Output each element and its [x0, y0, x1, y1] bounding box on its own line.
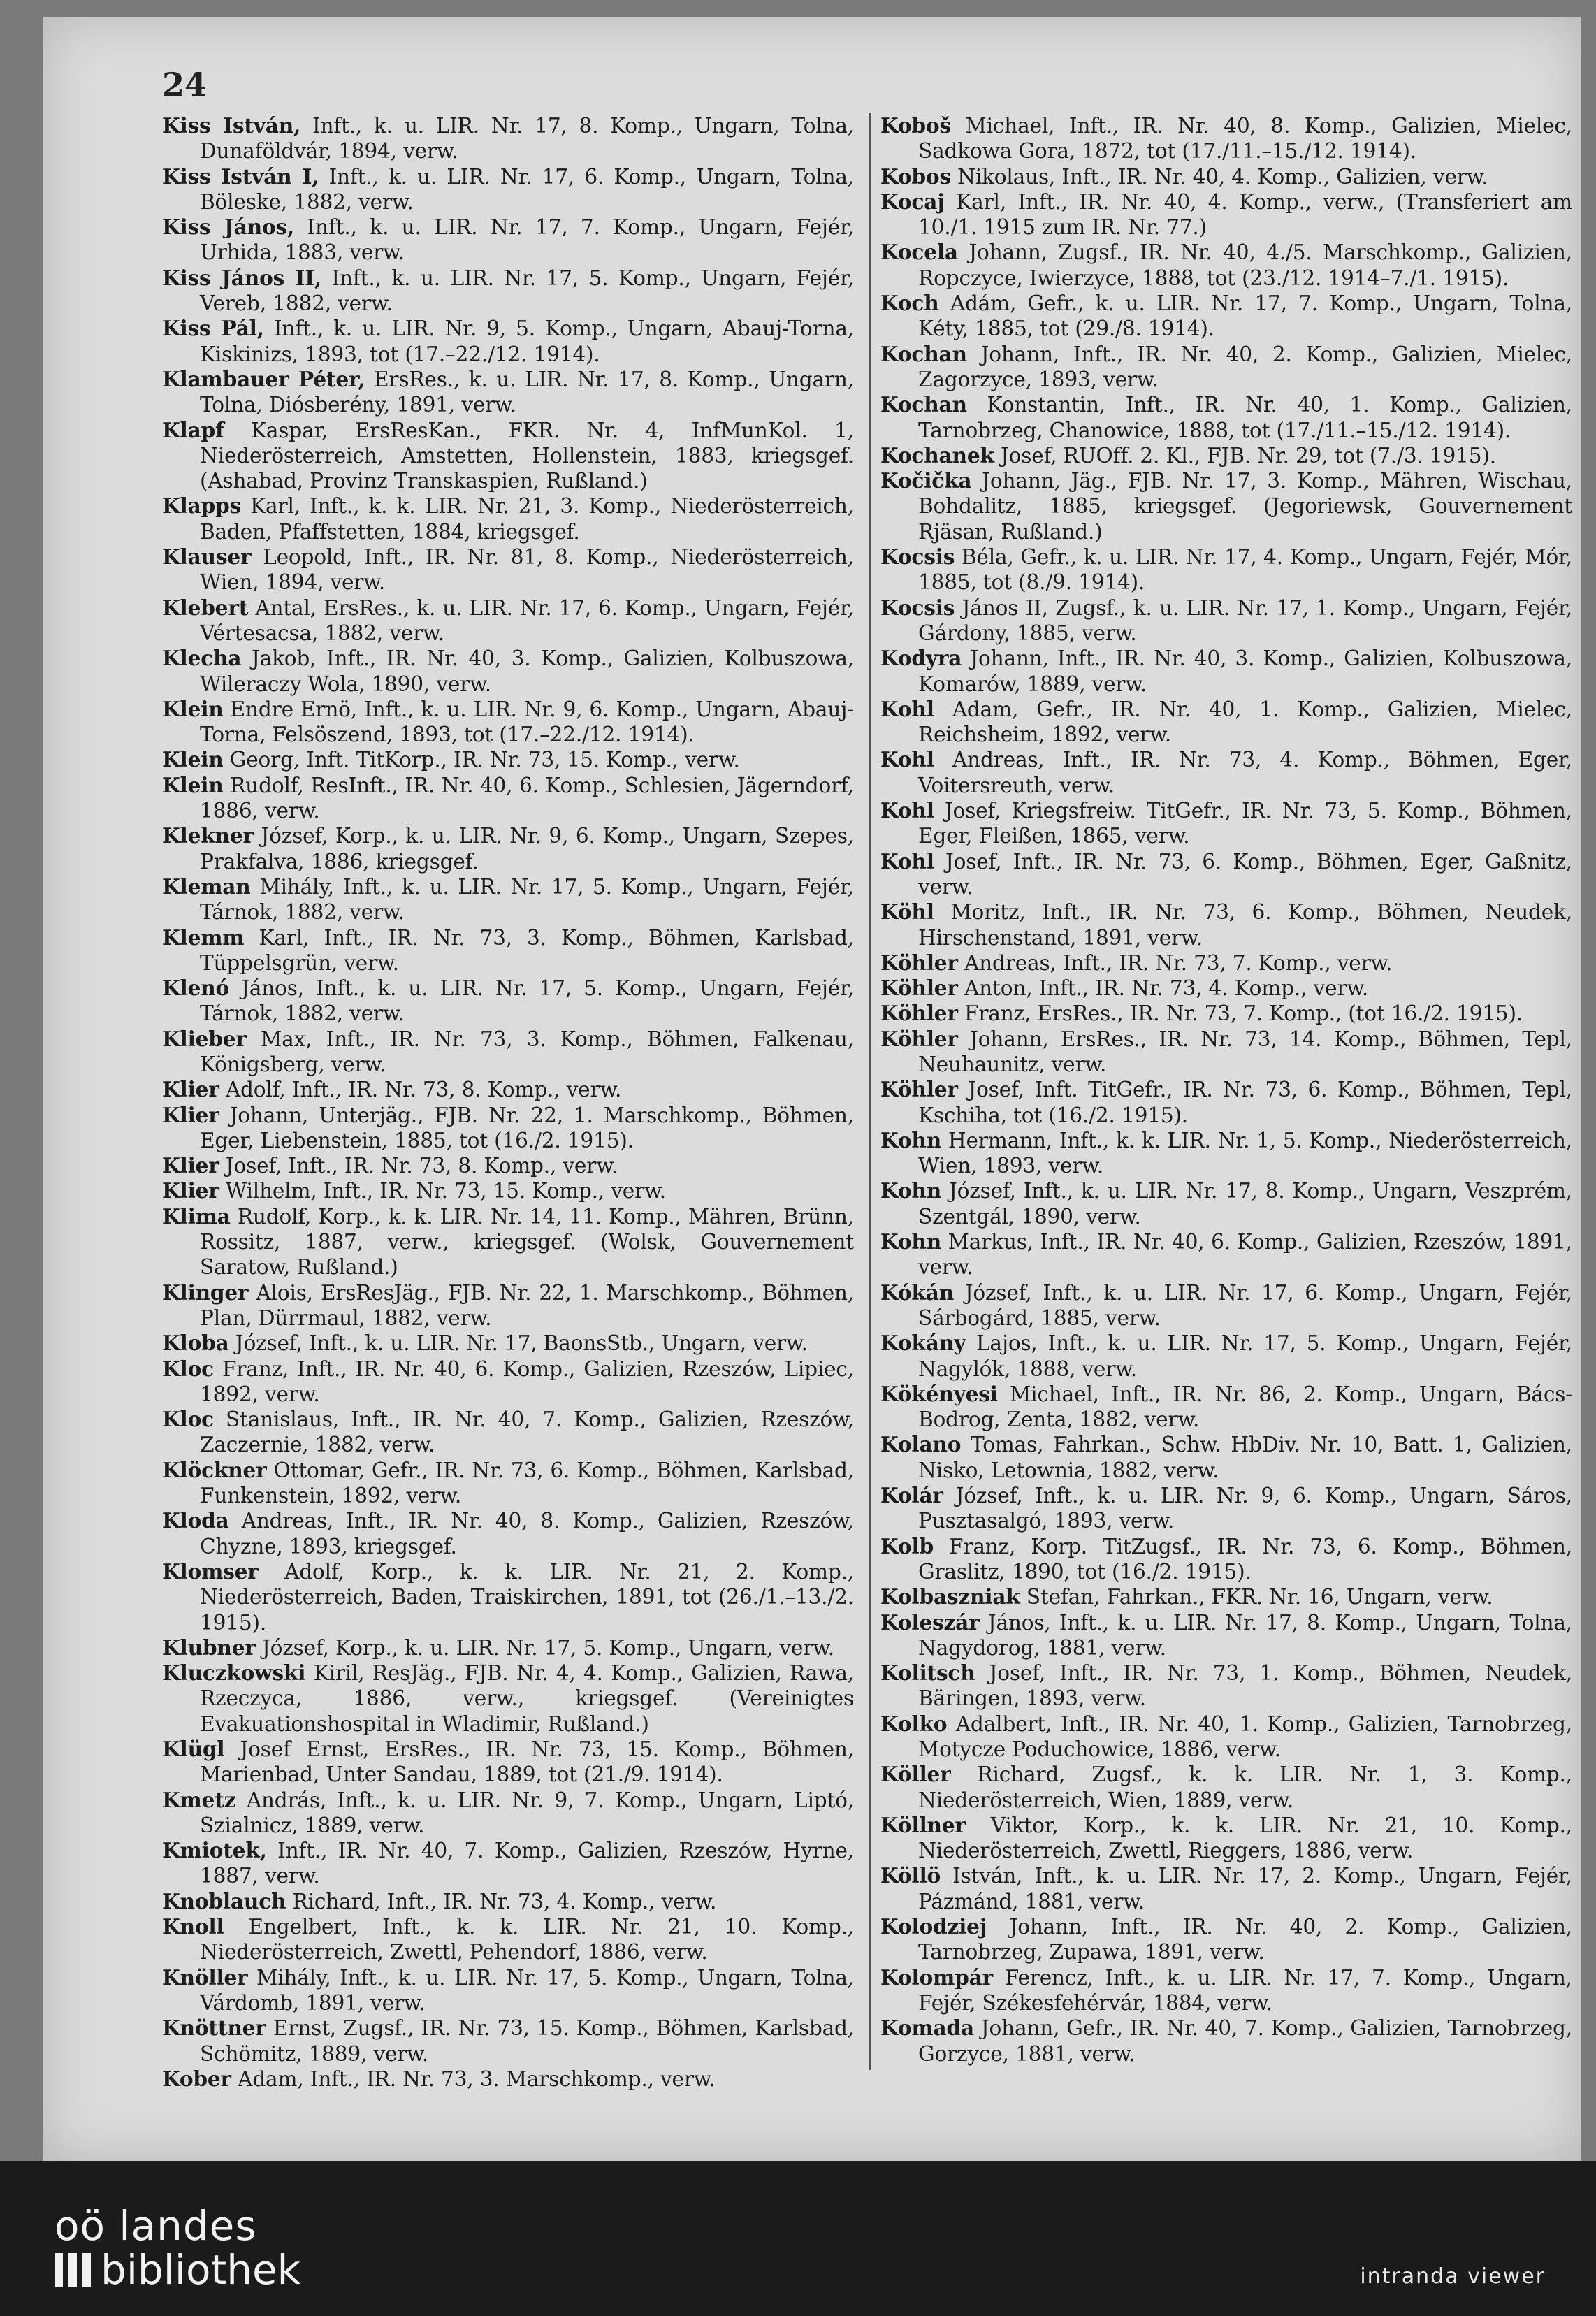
entry-details: András, Inft., k. u. LIR. Nr. 9, 7. Komp., Ungarn, Liptó, Szialnicz, 1889, verw.	[200, 1788, 854, 1837]
entry-name: Klöckner	[162, 1457, 267, 1482]
register-entry	[880, 1711, 1572, 1763]
entry-name: Klomser	[162, 1558, 259, 1584]
entry-name: Kolodziej	[880, 1914, 987, 1939]
entry-details: Georg, Inft. TitKorp., IR. Nr. 73, 15. Komp., verw.	[223, 748, 740, 772]
register-entry	[162, 1559, 854, 1635]
entry-details: Inft., k. u. LIR. Nr. 9, 5. Komp., Ungarn, Abauj-Torna, Kiskinizs, 1893, tot (17.–22./12. 1914).	[200, 317, 854, 366]
register-entry	[162, 418, 854, 494]
entry-details: Tomas, Fahrkan., Schw. HbDiv. Nr. 10, Batt. 1, Galizien, Nisko, Letownia, 1882, verw.	[918, 1433, 1572, 1482]
entry-details: Endre Ernö, Inft., k. u. LIR. Nr. 9, 6. Komp., Ungarn, Abauj-Torna, Felsöszend, 1893, tot (17.–22./12. 1914).	[200, 697, 854, 747]
entry-name: Kobos	[880, 164, 951, 189]
register-entry	[880, 899, 1572, 950]
register-entry	[162, 1788, 854, 1839]
entry-details: Markus, Inft., IR. Nr. 40, 6. Komp., Galizien, Rzeszów, 1891, verw.	[918, 1230, 1572, 1280]
entry-details: Michael, Inft., IR. Nr. 40, 8. Komp., Galizien, Mielec, Sadkowa Gora, 1872, tot (17./11.–15./12. 1914).	[918, 114, 1572, 164]
logo-text-line1: oö landes	[55, 2202, 257, 2250]
entry-details: Wilhelm, Inft., IR. Nr. 73, 15. Komp., verw.	[219, 1179, 666, 1203]
register-entry	[880, 747, 1572, 798]
entry-details: József, Inft., k. u. LIR. Nr. 17, 6. Komp., Ungarn, Fejér, Sárbogárd, 1885, verw.	[918, 1280, 1572, 1330]
entry-details: Kiril, ResJäg., FJB. Nr. 4, 4. Komp., Galizien, Rawa, Rzeczyca, 1886, verw., kriegsgef. (Vereinigtes Evakuationshospital in Wladimir, Rußland.)	[200, 1661, 854, 1736]
register-entry	[880, 342, 1572, 393]
entry-name: Kodyra	[880, 646, 962, 671]
entry-details: Andreas, Inft., IR. Nr. 73, 7. Komp., verw.	[957, 950, 1393, 975]
register-entry	[162, 646, 854, 697]
entry-name: Kolár	[880, 1483, 943, 1508]
entry-details: Johann, Inft., IR. Nr. 40, 2. Komp., Galizien, Mielec, Zagorzyce, 1893, verw.	[918, 342, 1572, 391]
entry-name: Kocela	[880, 240, 958, 265]
entry-name: Klinger	[162, 1280, 249, 1305]
entry-details: Lajos, Inft., k. u. LIR. Nr. 17, 5. Komp., Ungarn, Fejér, Nagylók, 1888, verw.	[918, 1331, 1572, 1381]
entry-name: Klemm	[162, 925, 245, 950]
register-entry	[162, 1838, 854, 1889]
entry-details: Béla, Gefr., k. u. LIR. Nr. 17, 4. Komp., Ungarn, Fejér, Mór, 1885, tot (8./9. 1914).	[918, 545, 1572, 595]
entry-details: Max, Inft., IR. Nr. 73, 3. Komp., Böhmen, Falkenau, Königsberg, verw.	[200, 1027, 854, 1076]
entry-details: Nikolaus, Inft., IR. Nr. 40, 4. Komp., Galizien, verw.	[950, 164, 1488, 189]
entry-details: Josef, RUOff. 2. Kl., FJB. Nr. 29, tot (7./3. 1915).	[994, 443, 1496, 468]
register-entry	[880, 1762, 1572, 1813]
entry-name: Kochan	[880, 392, 967, 417]
entry-details: Johann, Jäg., FJB. Nr. 17, 3. Komp., Mähren, Wischau, Bohdalitz, 1885, kriegsgef. (Jegoriewsk, Gouvernement Rjäsan, Rußland.)	[918, 469, 1572, 544]
entry-details: István, Inft., k. u. LIR. Nr. 17, 2. Komp., Ungarn, Fejér, Pázmánd, 1881, verw.	[918, 1864, 1572, 1913]
entry-name: Kohn	[880, 1229, 942, 1254]
register-entry	[162, 493, 854, 544]
register-entry	[162, 595, 854, 646]
entry-details: Stanislaus, Inft., IR. Nr. 40, 7. Komp., Galizien, Rzeszów, Zaczernie, 1882, verw.	[200, 1407, 854, 1457]
entry-details: Richard, Inft., IR. Nr. 73, 4. Komp., verw.	[286, 1889, 717, 1913]
entry-name: Kiss István,	[162, 113, 301, 138]
register-entry	[162, 266, 854, 317]
entry-name: Kiss István I,	[162, 164, 319, 189]
register-entry	[880, 468, 1572, 544]
entry-details: Andreas, Inft., IR. Nr. 40, 8. Komp., Galizien, Rzeszów, Chyzne, 1893, kriegsgef.	[200, 1509, 854, 1558]
entry-name: Köhl	[880, 899, 934, 925]
entry-name: Kohl	[880, 798, 934, 823]
entry-details: Josef, Kriegsfreiw. TitGefr., IR. Nr. 73, 5. Komp., Böhmen, Eger, Fleißen, 1865, verw.	[918, 799, 1572, 848]
entry-details: Johann, Unterjäg., FJB. Nr. 22, 1. Marschkomp., Böhmen, Eger, Liebenstein, 1885, tot (16./2. 1915).	[200, 1103, 854, 1152]
register-entry	[880, 443, 1572, 468]
entry-details: János, Inft., k. u. LIR. Nr. 17, 8. Komp., Ungarn, Tolna, Nagydorog, 1881, verw.	[918, 1610, 1572, 1660]
entry-name: Kocsis	[880, 544, 955, 570]
logo-bars-icon	[55, 2253, 91, 2287]
entry-details: Adalbert, Inft., IR. Nr. 40, 1. Komp., Galizien, Tarnobrzeg, Motycze Poduchowice, 1886, verw.	[918, 1711, 1572, 1761]
entry-details: Kaspar, ErsResKan., FKR. Nr. 4, InfMunKol. 1, Niederösterreich, Amstetten, Hollenstein, 1883, kriegsgef. (Ashabad, Provinz Transkaspien, Rußland.)	[200, 418, 854, 493]
entry-name: Komada	[880, 2015, 974, 2041]
entry-name: Klauser	[162, 544, 252, 570]
entry-details: Johann, Inft., IR. Nr. 40, 2. Komp., Galizien, Tarnobrzeg, Zupawa, 1891, verw.	[918, 1915, 1572, 1964]
entry-name: Kloc	[162, 1407, 214, 1432]
logo-text-line2-row	[55, 2247, 300, 2293]
entry-details: Rudolf, Korp., k. k. LIR. Nr. 14, 11. Komp., Mähren, Brünn, Rossitz, 1887, verw., kriegsgef. (Wolsk, Gouvernement Saratow, Rußland.)	[200, 1204, 854, 1280]
register-entry	[162, 773, 854, 824]
register-entry	[162, 1027, 854, 1078]
register-entry	[162, 1737, 854, 1788]
register-entry	[162, 1458, 854, 1509]
entry-name: Kochan	[880, 341, 967, 366]
entry-name: Köllner	[880, 1812, 966, 1837]
logo-text-line2: bibliothek	[101, 2246, 301, 2294]
right-column	[880, 113, 1572, 2067]
entry-details: Franz, Inft., IR. Nr. 40, 6. Komp., Galizien, Rzeszów, Lipiec, 1892, verw.	[200, 1356, 854, 1406]
entry-name: Kochanek	[880, 442, 994, 468]
entry-name: Kolb	[880, 1533, 934, 1558]
entry-details: József, Inft., k. u. LIR. Nr. 17, BaonsStb., Ungarn, verw.	[228, 1331, 808, 1356]
entry-details: ErsRes., k. u. LIR. Nr. 17, 8. Komp., Ungarn, Tolna, Diósberény, 1891, verw.	[200, 367, 854, 417]
entry-details: Karl, Inft., IR. Nr. 40, 4. Komp., verw., (Transferiert am 10./1. 1915 zum IR. Nr. 77.)	[918, 189, 1572, 240]
register-entry	[162, 113, 854, 164]
entry-name: Klecha	[162, 646, 242, 671]
entry-details: Adám, Gefr., k. u. LIR. Nr. 17, 7. Komp., Ungarn, Tolna, Kéty, 1885, tot (29./8. 1914).	[918, 291, 1572, 341]
entry-details: Adolf, Korp., k. k. LIR. Nr. 21, 2. Komp., Niederösterreich, Baden, Traiskirchen, 1891, tot (26./1.–13./2. 1915).	[200, 1559, 854, 1635]
entry-name: Kolko	[880, 1711, 948, 1736]
entry-name: Klügl	[162, 1737, 225, 1761]
entry-details: Michael, Inft., IR. Nr. 86, 2. Komp., Ungarn, Bács-Bodrog, Zenta, 1882, verw.	[918, 1382, 1572, 1432]
register-entry	[880, 113, 1572, 164]
register-entry	[162, 1660, 854, 1737]
entry-details: Jakob, Inft., IR. Nr. 40, 3. Komp., Galizien, Kolbuszowa, Wileraczy Wola, 1890, verw.	[200, 646, 854, 696]
entry-name: Klieber	[162, 1026, 247, 1051]
register-entry	[880, 1001, 1572, 1026]
register-entry	[162, 925, 854, 976]
entry-name: Kolitsch	[880, 1660, 975, 1686]
register-entry	[880, 1382, 1572, 1433]
entry-name: Kocsis	[880, 595, 955, 620]
entry-name: Klekner	[162, 823, 254, 848]
register-entry	[880, 646, 1572, 697]
register-entry	[880, 1965, 1572, 2016]
entry-name: Klein	[162, 696, 224, 721]
entry-name: Koch	[880, 291, 939, 316]
entry-name: Klein	[162, 772, 224, 797]
entry-name: Knöttner	[162, 2015, 266, 2041]
register-entry	[162, 874, 854, 925]
entry-name: Kloba	[162, 1331, 229, 1356]
register-entry	[162, 1178, 854, 1203]
entry-details: Franz, Korp. TitZugsf., IR. Nr. 73, 6. Komp., Böhmen, Graslitz, 1890, tot (16./2. 1915).	[918, 1534, 1572, 1584]
register-entry	[162, 164, 854, 215]
register-entry	[880, 1027, 1572, 1078]
entry-details: Hermann, Inft., k. k. LIR. Nr. 1, 5. Komp., Niederösterreich, Wien, 1893, verw.	[918, 1128, 1572, 1178]
entry-name: Kohl	[880, 848, 934, 874]
register-entry	[880, 1077, 1572, 1128]
entry-name: Kluczkowski	[162, 1660, 306, 1686]
entry-name: Kohn	[880, 1127, 942, 1152]
entry-details: Engelbert, Inft., k. k. LIR. Nr. 21, 10. Komp., Niederösterreich, Zwettl, Pehendorf, 1886, verw.	[200, 1915, 854, 1964]
register-entry	[162, 1914, 854, 1965]
entry-details: Adam, Inft., IR. Nr. 73, 3. Marschkomp., verw.	[231, 2067, 716, 2091]
register-entry	[162, 976, 854, 1027]
register-entry	[162, 1889, 854, 1914]
entry-details: Inft., k. u. LIR. Nr. 17, 7. Komp., Ungarn, Fejér, Urhida, 1883, verw.	[200, 215, 854, 265]
entry-name: Klier	[162, 1102, 219, 1127]
entry-name: Knoblauch	[162, 1888, 286, 1913]
page-number: 24	[162, 66, 208, 103]
entry-details: Inft., k. u. LIR. Nr. 17, 6. Komp., Ungarn, Tolna, Böleske, 1882, verw.	[200, 164, 854, 214]
entry-details: Josef, Inft., IR. Nr. 73, 8. Komp., verw.	[219, 1154, 618, 1178]
entry-name: Kiss Pál,	[162, 316, 264, 341]
entry-name: Klapps	[162, 493, 241, 519]
register-entry	[880, 1863, 1572, 1914]
entry-name: Koboš	[880, 113, 951, 138]
register-entry	[880, 595, 1572, 646]
entry-details: Josef Ernst, ErsRes., IR. Nr. 73, 15. Komp., Böhmen, Marienbad, Unter Sandau, 1889, tot (21./9. 1914).	[200, 1737, 854, 1787]
entry-details: Johann, Zugsf., IR. Nr. 40, 4./5. Marschkomp., Galizien, Ropczyce, Iwierzyce, 1888, tot (23./12. 1914–7./1. 1915).	[918, 240, 1572, 290]
entry-details: József, Korp., k. u. LIR. Nr. 9, 6. Komp., Ungarn, Szepes, Prakfalva, 1886, kriegsgef.	[200, 824, 854, 874]
register-entry	[880, 2015, 1572, 2067]
entry-details: Karl, Inft., IR. Nr. 73, 3. Komp., Böhmen, Karlsbad, Tüppelsgrün, verw.	[200, 925, 854, 975]
entry-name: Köhler	[880, 1077, 958, 1102]
entry-name: Köhler	[880, 1026, 958, 1051]
entry-name: Knöller	[162, 1964, 248, 1990]
entry-name: Kmiotek,	[162, 1838, 267, 1863]
register-entry	[880, 1660, 1572, 1711]
register-entry	[880, 976, 1572, 1001]
entry-name: Klima	[162, 1203, 231, 1229]
register-entry	[162, 823, 854, 874]
register-entry	[162, 747, 854, 772]
entry-details: Stefan, Fahrkan., FKR. Nr. 16, Ungarn, verw.	[1020, 1585, 1493, 1609]
entry-name: Klubner	[162, 1635, 256, 1660]
entry-name: Kočička	[880, 468, 972, 493]
entry-name: Köhler	[880, 950, 958, 975]
entry-name: Klein	[162, 747, 224, 772]
register-entry	[880, 240, 1572, 291]
document-page	[43, 17, 1581, 2161]
register-entry	[162, 1635, 854, 1660]
entry-name: Kohl	[880, 696, 934, 721]
entry-details: Johann, Gefr., IR. Nr. 40, 7. Komp., Galizien, Tarnobrzeg, Gorzyce, 1881, verw.	[918, 2016, 1572, 2066]
register-entry	[162, 1407, 854, 1458]
entry-details: Inft., k. u. LIR. Nr. 17, 5. Komp., Ungarn, Fejér, Vereb, 1882, verw.	[200, 266, 854, 316]
register-entry	[162, 1103, 854, 1154]
entry-details: János, Inft., k. u. LIR. Nr. 17, 5. Komp., Ungarn, Fejér, Tárnok, 1882, verw.	[200, 976, 854, 1026]
register-entry	[162, 1153, 854, 1178]
entry-name: Kolompár	[880, 1964, 993, 1990]
entry-name: Klebert	[162, 595, 249, 620]
entry-name: Kohl	[880, 747, 934, 772]
entry-name: Kmetz	[162, 1787, 236, 1812]
entry-details: Franz, ErsRes., IR. Nr. 73, 7. Komp., (tot 16./2. 1915).	[957, 1001, 1523, 1026]
entry-details: Johann, Inft., IR. Nr. 40, 3. Komp., Galizien, Kolbuszowa, Komarów, 1889, verw.	[918, 646, 1572, 696]
register-entry	[880, 1813, 1572, 1864]
entry-name: Kiss János II,	[162, 265, 321, 290]
register-entry	[880, 1432, 1572, 1483]
entry-details: Adam, Gefr., IR. Nr. 40, 1. Komp., Galizien, Mielec, Reichsheim, 1892, verw.	[918, 697, 1572, 747]
entry-details: Karl, Inft., k. k. LIR. Nr. 21, 3. Komp., Niederösterreich, Baden, Pfaffstetten, 1884, kriegsgef.	[200, 494, 854, 544]
register-entry	[162, 1280, 854, 1331]
register-entry	[162, 316, 854, 367]
entry-name: Kober	[162, 2066, 231, 2091]
register-entry	[880, 189, 1572, 240]
register-entry	[880, 1584, 1572, 1609]
entry-name: Kohn	[880, 1178, 942, 1203]
left-column	[162, 113, 854, 2092]
register-entry	[880, 1331, 1572, 1382]
entry-name: Klambauer Péter,	[162, 366, 365, 391]
register-entry	[880, 798, 1572, 849]
register-entry	[162, 2067, 854, 2092]
entry-details: Alois, ErsResJäg., FJB. Nr. 22, 1. Marschkomp., Böhmen, Plan, Dürrmaul, 1882, verw.	[200, 1280, 854, 1330]
register-entry	[880, 291, 1572, 342]
entry-name: Kocaj	[880, 189, 945, 214]
register-entry	[880, 1280, 1572, 1331]
register-entry	[880, 1534, 1572, 1585]
entry-name: Köller	[880, 1762, 951, 1787]
entry-name: Kleman	[162, 874, 251, 899]
entry-name: Klenó	[162, 976, 230, 1001]
register-entry	[880, 1483, 1572, 1534]
register-entry	[880, 697, 1572, 748]
entry-details: Anton, Inft., IR. Nr. 73, 4. Komp., verw.	[957, 976, 1369, 1001]
register-entry	[880, 1128, 1572, 1179]
entry-details: Ernst, Zugsf., IR. Nr. 73, 15. Komp., Böhmen, Karlsbad, Schömitz, 1889, verw.	[200, 2016, 854, 2066]
entry-details: Leopold, Inft., IR. Nr. 81, 8. Komp., Niederösterreich, Wien, 1894, verw.	[200, 545, 854, 595]
register-entry	[880, 1178, 1572, 1229]
entry-details: Johann, ErsRes., IR. Nr. 73, 14. Komp., Böhmen, Tepl, Neuhaunitz, verw.	[918, 1027, 1572, 1076]
entry-name: Knoll	[162, 1914, 224, 1939]
register-entry	[880, 392, 1572, 443]
entry-details: Viktor, Korp., k. k. LIR. Nr. 21, 10. Komp., Niederösterreich, Zwettl, Rieggers, 1886, verw.	[918, 1813, 1572, 1863]
entry-name: Klier	[162, 1153, 219, 1178]
entry-name: Köhler	[880, 1001, 958, 1026]
register-entry	[880, 164, 1572, 189]
register-entry	[162, 1965, 854, 2016]
register-entry	[162, 1077, 854, 1102]
entry-details: Andreas, Inft., IR. Nr. 73, 4. Komp., Böhmen, Eger, Voitersreuth, verw.	[918, 748, 1572, 797]
entry-details: János II, Zugsf., k. u. LIR. Nr. 17, 1. Komp., Ungarn, Fejér, Gárdony, 1885, verw.	[918, 595, 1572, 645]
entry-details: Richard, Zugsf., k. k. LIR. Nr. 1, 3. Komp., Niederösterreich, Wien, 1889, verw.	[918, 1763, 1572, 1812]
entry-name: Kolano	[880, 1432, 962, 1457]
entry-name: Kökényesi	[880, 1381, 998, 1406]
entry-details: József, Inft., k. u. LIR. Nr. 9, 6. Komp., Ungarn, Sáros, Pusztasalgó, 1893, verw.	[918, 1484, 1572, 1533]
entry-name: Koleszár	[880, 1609, 980, 1635]
register-entry	[880, 950, 1572, 976]
entry-name: Kloda	[162, 1508, 229, 1533]
entry-details: Mihály, Inft., k. u. LIR. Nr. 17, 5. Komp., Ungarn, Fejér, Tárnok, 1882, verw.	[200, 874, 854, 925]
entry-details: Moritz, Inft., IR. Nr. 73, 6. Komp., Böhmen, Neudek, Hirschenstand, 1891, verw.	[918, 900, 1572, 950]
register-entry	[162, 1331, 854, 1356]
entry-details: Konstantin, Inft., IR. Nr. 40, 1. Komp., Galizien, Tarnobrzeg, Chanowice, 1888, tot (17./11.–15./12. 1914).	[918, 393, 1572, 442]
entry-name: Köhler	[880, 976, 958, 1001]
entry-name: Klapf	[162, 417, 224, 442]
entry-name: Kolbaszniak	[880, 1584, 1020, 1609]
viewer-label[interactable]: intranda viewer	[1360, 2264, 1546, 2289]
entry-details: Ottomar, Gefr., IR. Nr. 73, 6. Komp., Böhmen, Karlsbad, Funkenstein, 1892, verw.	[200, 1458, 854, 1508]
entry-details: Ferencz, Inft., k. u. LIR. Nr. 17, 7. Komp., Ungarn, Fejér, Székesfehérvár, 1884, verw.	[918, 1965, 1572, 2015]
register-entry	[162, 215, 854, 266]
register-entry	[162, 544, 854, 595]
entry-name: Kókán	[880, 1280, 955, 1305]
entry-details: József, Korp., k. u. LIR. Nr. 17, 5. Komp., Ungarn, verw.	[255, 1635, 834, 1660]
entry-name: Kloc	[162, 1356, 214, 1381]
register-entry	[162, 1204, 854, 1280]
entry-details: Josef, Inft., IR. Nr. 73, 1. Komp., Böhmen, Neudek, Bäringen, 1893, verw.	[918, 1661, 1572, 1711]
register-entry	[162, 1356, 854, 1407]
entry-name: Klier	[162, 1077, 219, 1102]
register-entry	[880, 1610, 1572, 1661]
register-entry	[162, 1508, 854, 1559]
register-entry	[880, 1229, 1572, 1280]
entry-details: Josef, Inft. TitGefr., IR. Nr. 73, 6. Komp., Böhmen, Tepl, Kschiha, tot (16./2. 1915).	[918, 1078, 1572, 1127]
column-divider	[869, 113, 871, 2070]
entry-details: Inft., k. u. LIR. Nr. 17, 8. Komp., Ungarn, Tolna, Dunaföldvár, 1894, verw.	[200, 114, 854, 164]
register-entry	[880, 849, 1572, 900]
register-entry	[162, 367, 854, 418]
register-entry	[162, 697, 854, 748]
entry-details: Josef, Inft., IR. Nr. 73, 6. Komp., Böhmen, Eger, Gaßnitz, verw.	[918, 849, 1572, 899]
entry-details: Rudolf, ResInft., IR. Nr. 40, 6. Komp., Schlesien, Jägerndorf, 1886, verw.	[200, 773, 854, 823]
entry-name: Kokány	[880, 1331, 966, 1356]
entry-name: Köllö	[880, 1863, 941, 1888]
entry-details: Adolf, Inft., IR. Nr. 73, 8. Komp., verw.	[219, 1078, 622, 1102]
entry-details: József, Inft., k. u. LIR. Nr. 17, 8. Komp., Ungarn, Veszprém, Szentgál, 1890, verw.	[918, 1179, 1572, 1229]
register-entry	[162, 2015, 854, 2067]
entry-details: Mihály, Inft., k. u. LIR. Nr. 17, 5. Komp., Ungarn, Tolna, Várdomb, 1891, verw.	[200, 1965, 854, 2015]
entry-details: Inft., IR. Nr. 40, 7. Komp., Galizien, Rzeszów, Hyrne, 1887, verw.	[200, 1839, 854, 1888]
register-entry	[880, 1914, 1572, 1965]
entry-name: Klier	[162, 1178, 219, 1203]
library-logo[interactable]	[55, 2202, 301, 2294]
entry-name: Kiss János,	[162, 215, 295, 240]
entry-details: Antal, ErsRes., k. u. LIR. Nr. 17, 6. Komp., Ungarn, Fejér, Vértesacsa, 1882, verw.	[200, 595, 854, 645]
register-entry	[880, 544, 1572, 595]
